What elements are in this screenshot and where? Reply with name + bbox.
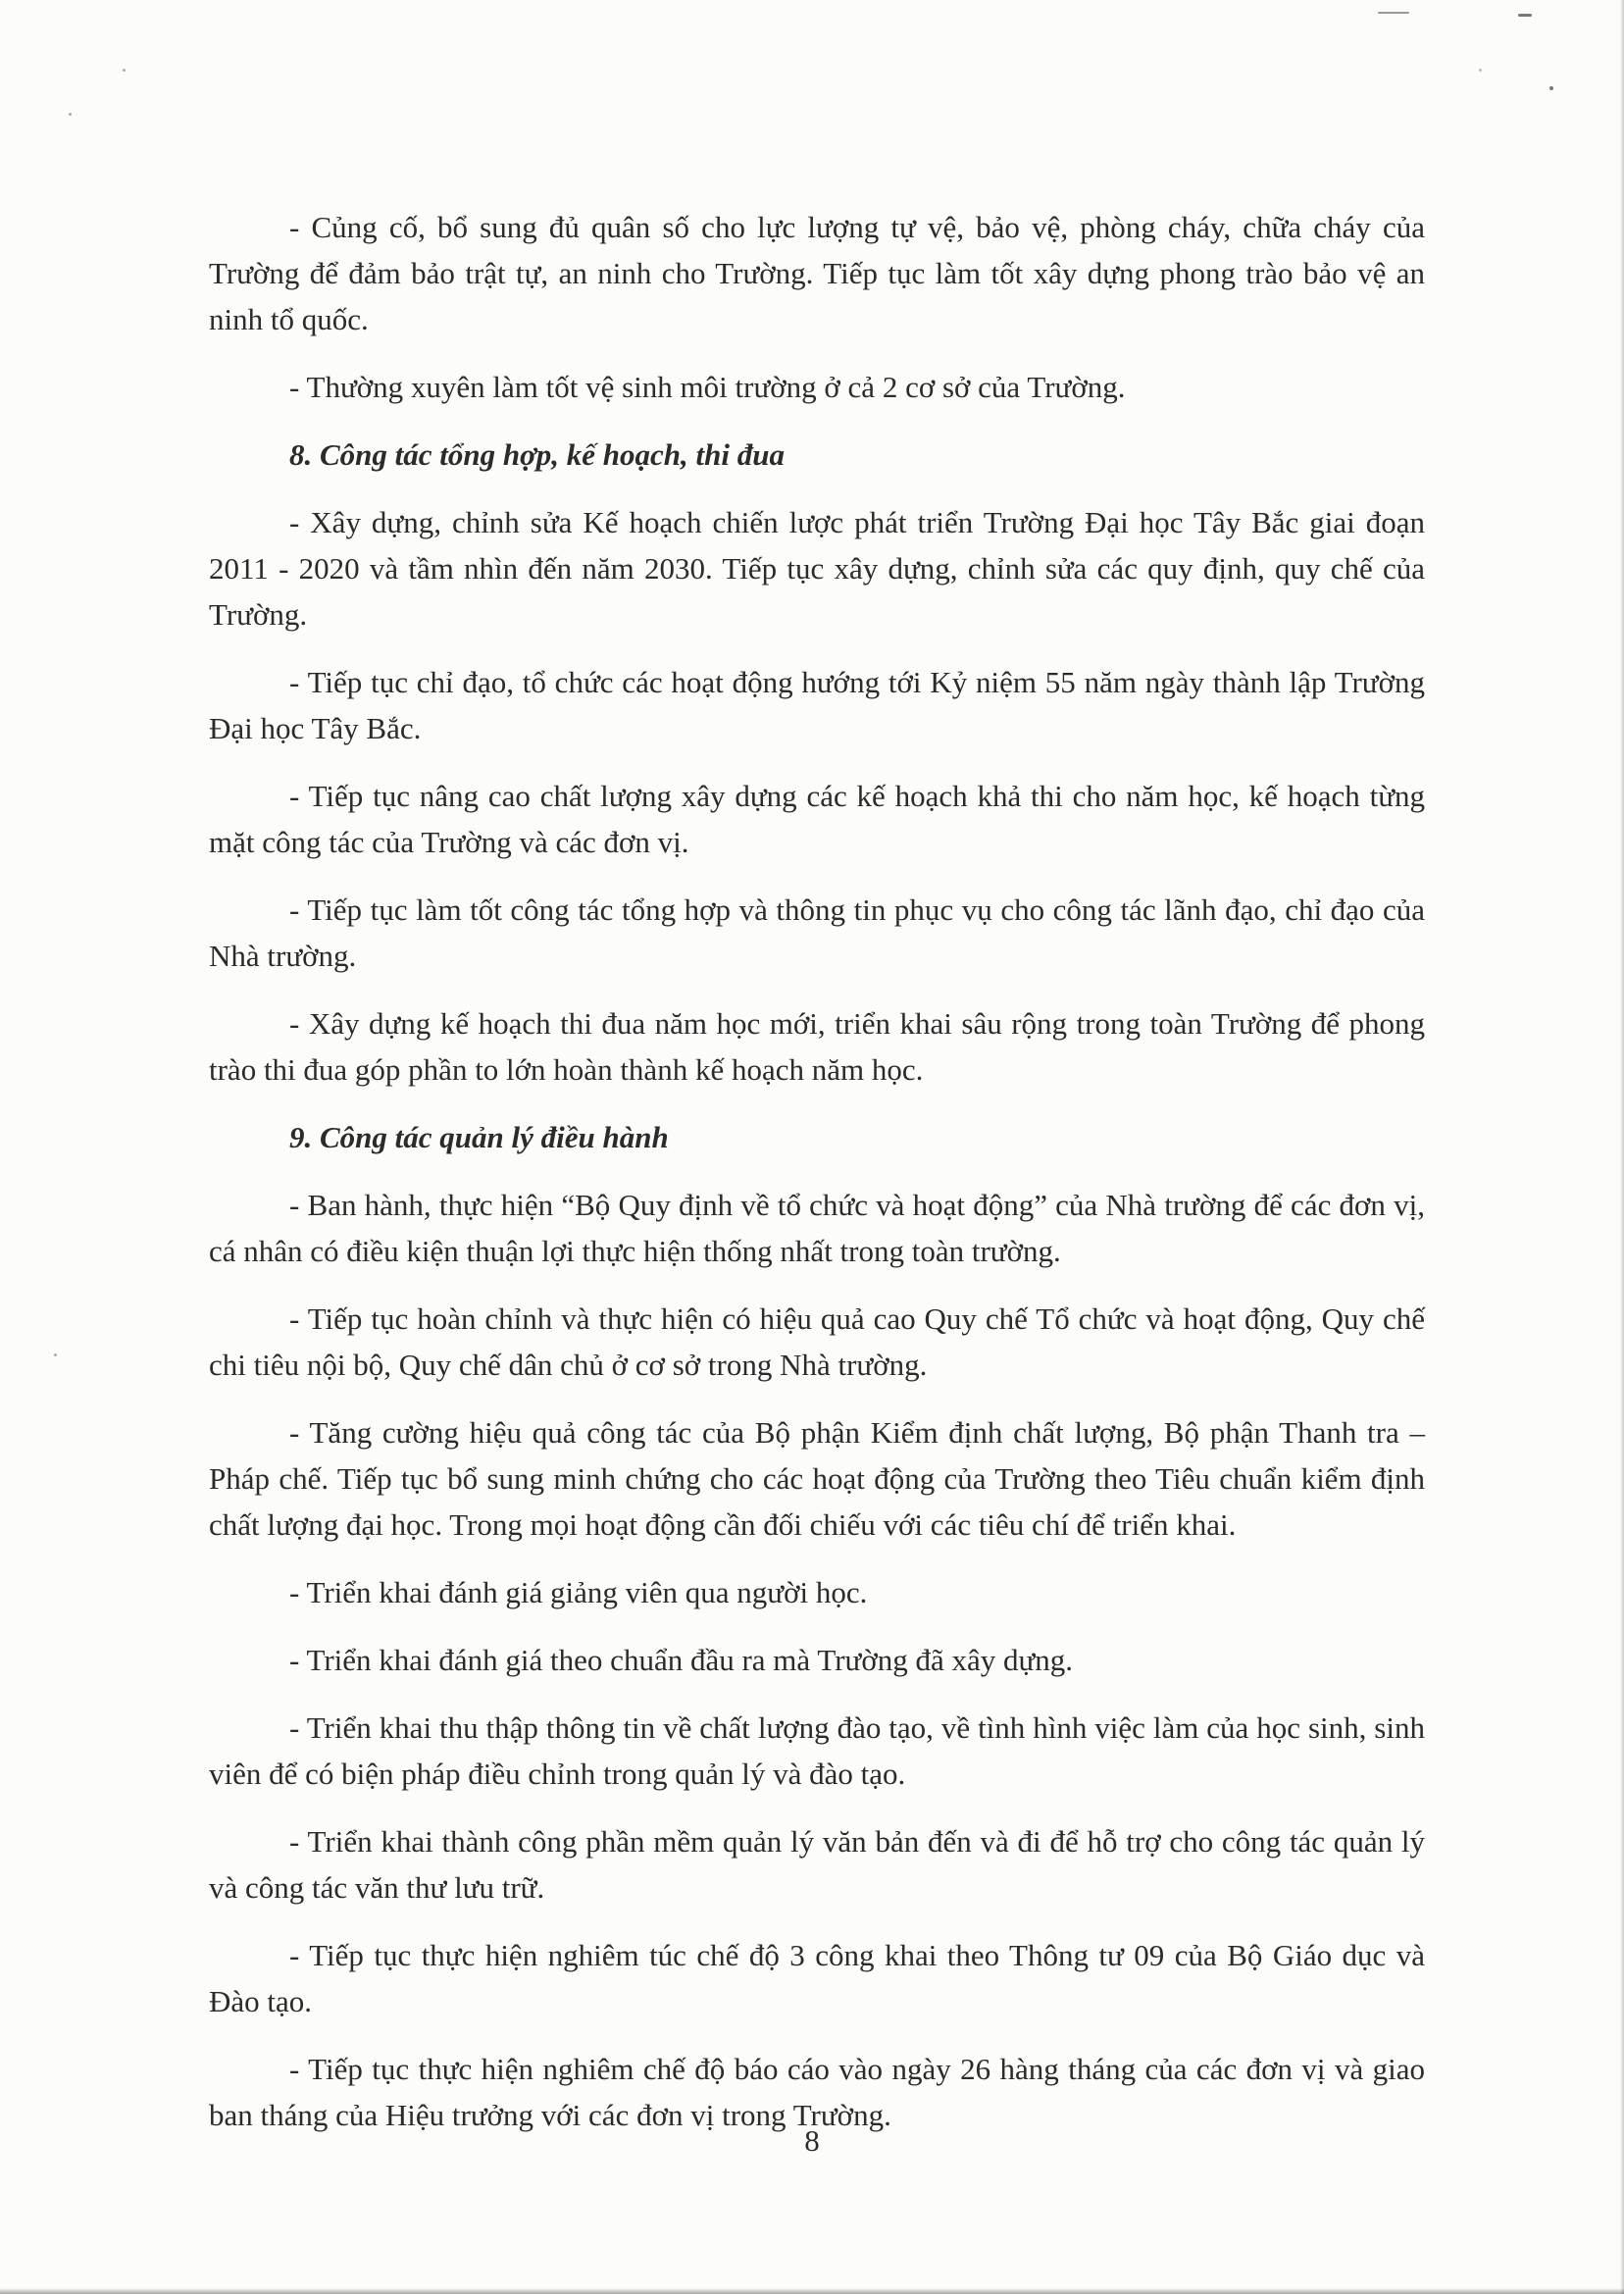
paragraph: - Triển khai đánh giá theo chuẩn đầu ra mà Trường đã xây dựng. xyxy=(289,1643,1074,1677)
paragraph: - Triển khai thành công phần mềm quản lý văn bản đến và đi để hỗ trợ cho công tác quản lý và công tác văn thư lưu trữ. xyxy=(209,1824,1425,1905)
scan-edge-shadow xyxy=(1620,0,1624,2294)
scan-speck xyxy=(69,113,72,116)
paragraph: - Triển khai thu thập thông tin về chất lượng đào tạo, về tình hình việc làm của học sinh, sinh viên để có biện pháp điều chỉnh trong quản lý và đào tạo. xyxy=(209,1710,1425,1791)
section-heading-8: 8. Công tác tổng hợp, kế hoạch, thi đua xyxy=(289,437,785,472)
page-number: 8 xyxy=(804,2123,820,2158)
scan-speck xyxy=(1378,12,1409,14)
paragraph: - Xây dựng kế hoạch thi đua năm học mới, triển khai sâu rộng trong toàn Trường để phong trào thi đua góp phần to lớn hoàn thành kế hoạch năm học. xyxy=(209,1006,1425,1087)
paragraph: - Tiếp tục nâng cao chất lượng xây dựng các kế hoạch khả thi cho năm học, kế hoạch từng mặt công tác của Trường và các đơn vị. xyxy=(209,779,1425,859)
section-heading-9: 9. Công tác quản lý điều hành xyxy=(289,1120,669,1154)
document-body xyxy=(209,204,1425,2138)
paragraph: - Tiếp tục chỉ đạo, tổ chức các hoạt động hướng tới Kỷ niệm 55 năm ngày thành lập Trường Đại học Tây Bắc. xyxy=(209,665,1425,745)
paragraph: - Tiếp tục làm tốt công tác tổng hợp và thông tin phục vụ cho công tác lãnh đạo, chỉ đạo của Nhà trường. xyxy=(209,892,1425,973)
paragraph: - Triển khai đánh giá giảng viên qua người học. xyxy=(289,1575,868,1609)
scan-speck xyxy=(123,69,126,72)
scan-speck xyxy=(54,1353,57,1356)
paragraph: - Xây dựng, chỉnh sửa Kế hoạch chiến lược phát triển Trường Đại học Tây Bắc giai đoạn 2011 - 2020 và tầm nhìn đến năm 2030. Tiếp tục xây dựng, chỉnh sửa các quy định, quy chế của Trường. xyxy=(209,505,1425,632)
paragraph: - Tiếp tục thực hiện nghiêm chế độ báo cáo vào ngày 26 hàng tháng của các đơn vị và giao ban tháng của Hiệu trưởng với các đơn vị trong Trường. xyxy=(209,2052,1425,2132)
paragraph: - Ban hành, thực hiện “Bộ Quy định về tổ chức và hoạt động” của Nhà trường để các đơn vị, cá nhân có điều kiện thuận lợi thực hiện thống nhất trong toàn trường. xyxy=(209,1188,1425,1268)
paragraph: - Tiếp tục thực hiện nghiêm túc chế độ 3 công khai theo Thông tư 09 của Bộ Giáo dục và Đào tạo. xyxy=(209,1938,1425,2018)
paragraph: - Củng cố, bổ sung đủ quân số cho lực lượng tự vệ, bảo vệ, phòng cháy, chữa cháy của Trường để đảm bảo trật tự, an ninh cho Trường. Tiếp tục làm tốt xây dựng phong trào bảo vệ an ninh tổ quốc. xyxy=(209,210,1425,336)
scan-speck xyxy=(1518,14,1532,17)
paragraph: - Thường xuyên làm tốt vệ sinh môi trường ở cả 2 cơ sở của Trường. xyxy=(289,370,1126,404)
scan-edge-shadow xyxy=(0,2288,1624,2294)
paragraph: - Tiếp tục hoàn chỉnh và thực hiện có hiệu quả cao Quy chế Tổ chức và hoạt động, Quy chế chi tiêu nội bộ, Quy chế dân chủ ở cơ sở trong Nhà trường. xyxy=(209,1301,1425,1382)
paragraph: - Tăng cường hiệu quả công tác của Bộ phận Kiểm định chất lượng, Bộ phận Thanh tra – Pháp chế. Tiếp tục bổ sung minh chứng cho các hoạt động của Trường theo Tiêu chuẩn kiểm định chất lượng đại học. Trong mọi hoạt động cần đối chiếu với các tiêu chí để triển khai. xyxy=(209,1415,1425,1542)
scan-speck xyxy=(1549,86,1553,90)
scan-speck xyxy=(1479,69,1482,72)
